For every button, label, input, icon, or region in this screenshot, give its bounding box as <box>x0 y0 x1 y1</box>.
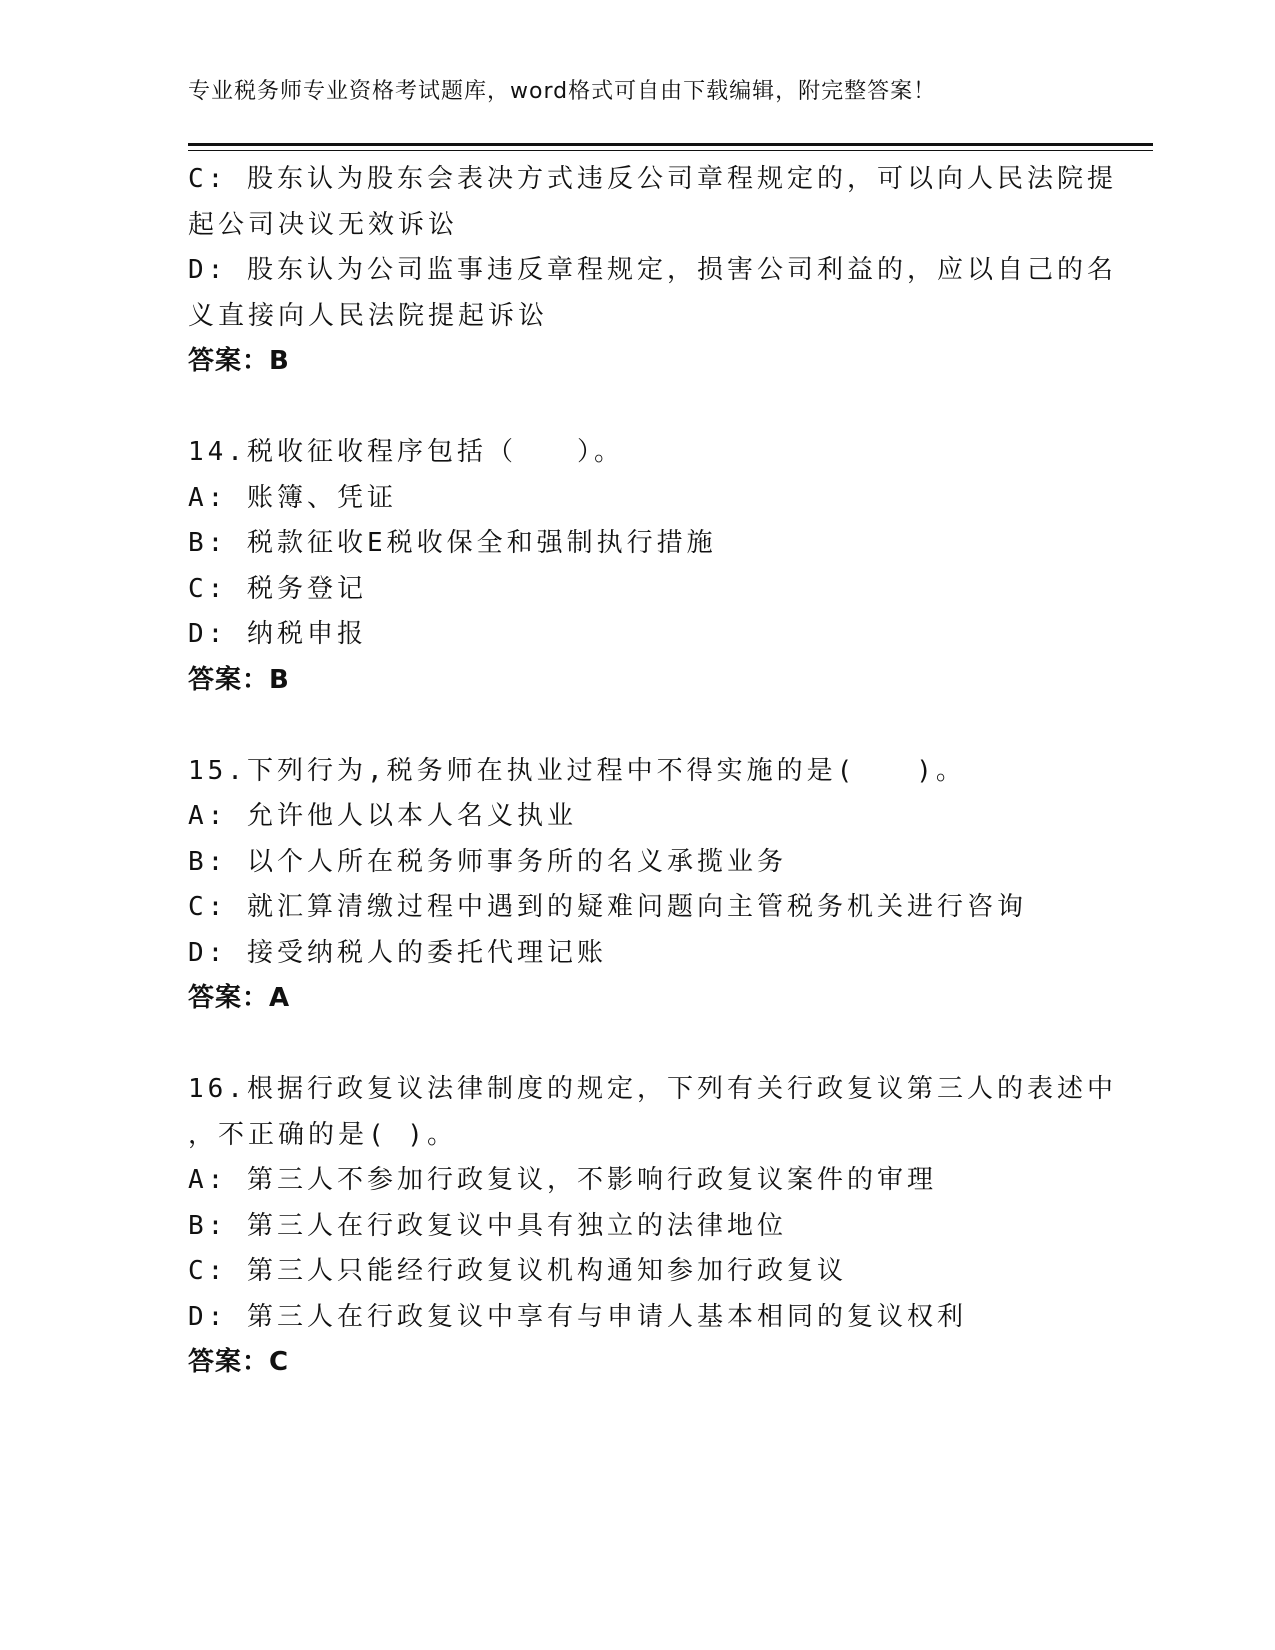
question-13-continued <box>188 157 1117 385</box>
spacer <box>188 703 1088 749</box>
option-a: A: 允许他人以本人名义执业 <box>188 801 577 831</box>
question-16 <box>188 1067 1117 1386</box>
answer-16: 答案：C <box>188 1347 290 1377</box>
option-a: A: 账簿、凭证 <box>188 482 397 513</box>
option-c-line-1: C: 股东认为股东会表决方式违反公司章程规定的，可以向人民法院提 <box>188 164 1117 194</box>
option-d: D: 纳税申报 <box>188 619 367 649</box>
option-d-line-1: D: 股东认为公司监事违反章程规定，损害公司利益的，应以自己的名 <box>188 255 1117 285</box>
option-b: B: 以个人所在税务师事务所的名义承揽业务 <box>188 846 787 877</box>
spacer <box>188 385 1088 431</box>
question-stem-line-1: 16.根据行政复议法律制度的规定，下列有关行政复议第三人的表述中 <box>188 1074 1117 1104</box>
question-stem: 14.税收征收程序包括（ ）。 <box>188 437 624 467</box>
answer-13: 答案：B <box>188 346 290 376</box>
option-d-line-2: 义直接向人民法院提起诉讼 <box>188 300 549 331</box>
page-header: 专业税务师专业资格考试题库，word格式可自由下载编辑，附完整答案！ <box>188 79 937 104</box>
question-stem-line-2: ，不正确的是( )。 <box>188 1119 457 1150</box>
option-c: C: 税务登记 <box>188 573 367 604</box>
question-15 <box>188 749 1088 1022</box>
option-b: B: 税款征收E税收保全和强制执行措施 <box>188 528 717 558</box>
option-d: D: 第三人在行政复议中享有与申请人基本相同的复议权利 <box>188 1301 967 1332</box>
option-b: B: 第三人在行政复议中具有独立的法律地位 <box>188 1210 787 1241</box>
question-stem: 15.下列行为,税务师在执业过程中不得实施的是( )。 <box>188 755 966 786</box>
answer-14: 答案：B <box>188 664 290 695</box>
header-rule-thick <box>188 143 1153 146</box>
answer-15: 答案：A <box>188 983 291 1013</box>
question-content <box>188 157 1117 1386</box>
option-d: D: 接受纳税人的委托代理记账 <box>188 937 607 968</box>
option-c: C: 第三人只能经行政复议机构通知参加行政复议 <box>188 1256 847 1286</box>
option-c: C: 就汇算清缴过程中遇到的疑难问题向主管税务机关进行咨询 <box>188 892 1027 922</box>
header-rule-thin <box>188 150 1153 151</box>
option-a: A: 第三人不参加行政复议，不影响行政复议案件的审理 <box>188 1165 937 1195</box>
question-14 <box>188 430 1088 703</box>
spacer <box>188 1022 1088 1068</box>
option-c-line-2: 起公司决议无效诉讼 <box>188 209 459 240</box>
